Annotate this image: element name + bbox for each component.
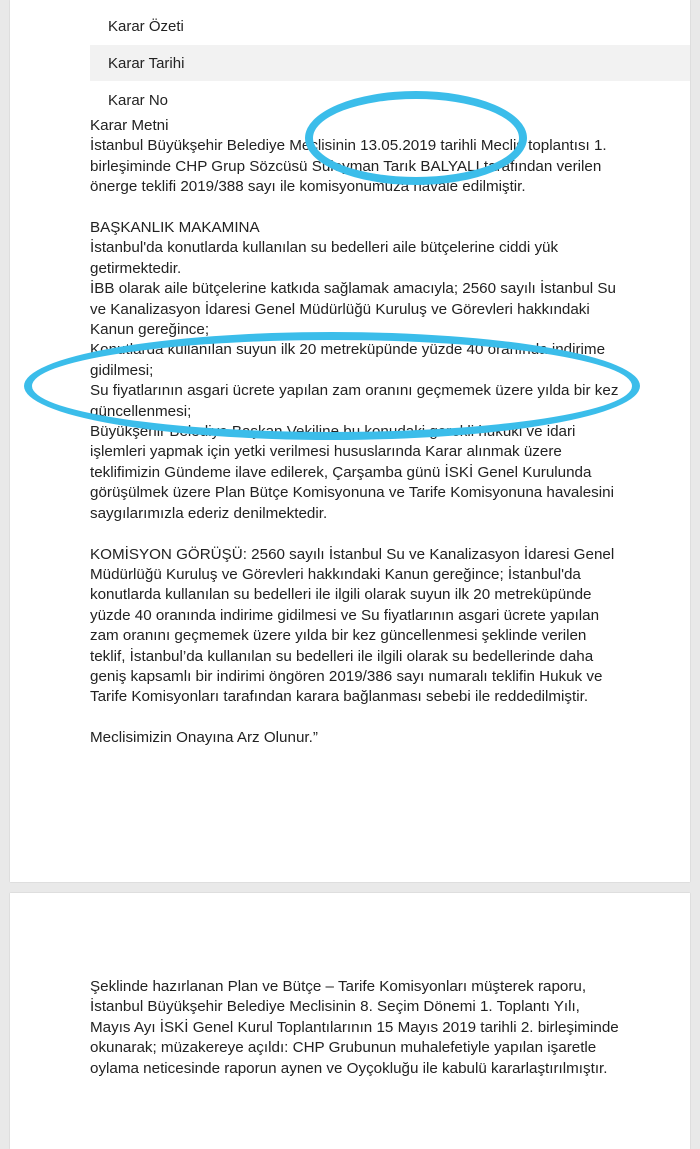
proposal-item-1: Konutlarda kullanılan suyun ilk 20 metreküpünde yüzde 40 oranında indirime gidilmesi; — [90, 341, 606, 379]
karar-metni-heading: Karar Metni — [90, 117, 169, 134]
closing-line: Meclisimizin Onayına Arz Olunur.” — [90, 729, 318, 747]
addressee: BAŞKANLIK MAKAMINA — [90, 219, 260, 237]
page2-paragraph: Şeklinde hazırlanan Plan ve Bütçe – Tarife Komisyonları müşterek raporu, İstanbul Büyükşehir Belediye Meclisinin 8. Seçim Dönemi 1. Toplantı Yılı, Mayıs Ayı İSKİ Genel Kurul Toplantılarının 15 Mayıs 2019 tarihli 2. birleşiminde okunarak; müzakereye açıldı: CHP Grubunun muhalefetiyle yapılan işaretle oylama neticesinde raporun aynen ve Oyçokluğu ile kabulü kararlaştırılmıştır. — [90, 978, 619, 1077]
karar-no-label: Karar No — [108, 91, 169, 109]
document-page-2 — [10, 893, 690, 1149]
karar-no-row — [90, 82, 690, 118]
karar-tarihi-row — [90, 45, 690, 81]
karar-tarihi-label: Karar Tarihi — [108, 54, 185, 72]
komisyon-gorusu: KOMİSYON GÖRÜŞÜ: 2560 sayılı İstanbul Su ve Kanalizasyon İdaresi Genel Müdürlüğü Kuruluş ve Görevleri hakkındaki Kanun gereğince; İstanbul'da konutlarda kullanılan su bedelleri ile ilgili olarak suyun ilk 20 metreküpünde yüzde 40 oranında indirime gidilmesi ve Su fiyatlarının asgari ücrete yapılan zam oranını geçmemek üzere yılda bir kez güncellenmesi şeklinde verilen teklif, İstanbul’da kullanılan su bedelleri ile ilgili olarak su bedellerinde daha geniş kapsamlı bir indirimi öngören 2019/386 sayı numaralı teklifin Hukuk ve Tarife Komisyonları tarafından karara bağlanması sebebi ile reddedilmiştir. — [90, 545, 615, 706]
paragraph-1: İstanbul'da konutlarda kullanılan su bedelleri aile bütçelerine ciddi yük getirmektedir. — [90, 239, 559, 277]
paragraph-2: İBB olarak aile bütçelerine katkıda sağlamak amacıyla; 2560 sayılı İstanbul Su ve Kanalizasyon İdaresi Genel Müdürlüğü Kuruluş ve Görevleri hakkındaki Kanun gereğince; — [90, 280, 616, 339]
karar-ozeti-label: Karar Özeti — [108, 17, 184, 35]
document-page-1 — [10, 0, 690, 882]
intro-paragraph: İstanbul Büyükşehir Belediye Meclisinin 13.05.2019 tarihli Meclis toplantısı 1. birleşiminde CHP Grup Sözcüsü Süleyman Tarık BALYALI tarafından verilen önerge teklifi 2019/388 sayı ile komisyonumuza havale edilmiştir. — [90, 137, 607, 196]
karar-metni-body — [90, 116, 620, 749]
karar-ozeti-row — [90, 8, 690, 44]
paragraph-3: Büyükşehir Belediye Başkan Vekiline bu konudaki gerekli hukuki ve idari işlemleri yapmak için yetki verilmesi hususlarında Karar alınmak üzere teklifimizin Gündeme ilave edilerek, Çarşamba günü İSKİ Genel Kurulunda görüşülmek üzere Plan Bütçe Komisyonuna ve Tarife Komisyonuna havalesini saygılarımızla ederiz denilmektedir. — [90, 423, 614, 522]
page2-body — [90, 977, 620, 1079]
proposal-item-2: Su fiyatlarının asgari ücrete yapılan zam oranını geçmemek üzere yılda bir kez güncellenmesi; — [90, 382, 619, 420]
